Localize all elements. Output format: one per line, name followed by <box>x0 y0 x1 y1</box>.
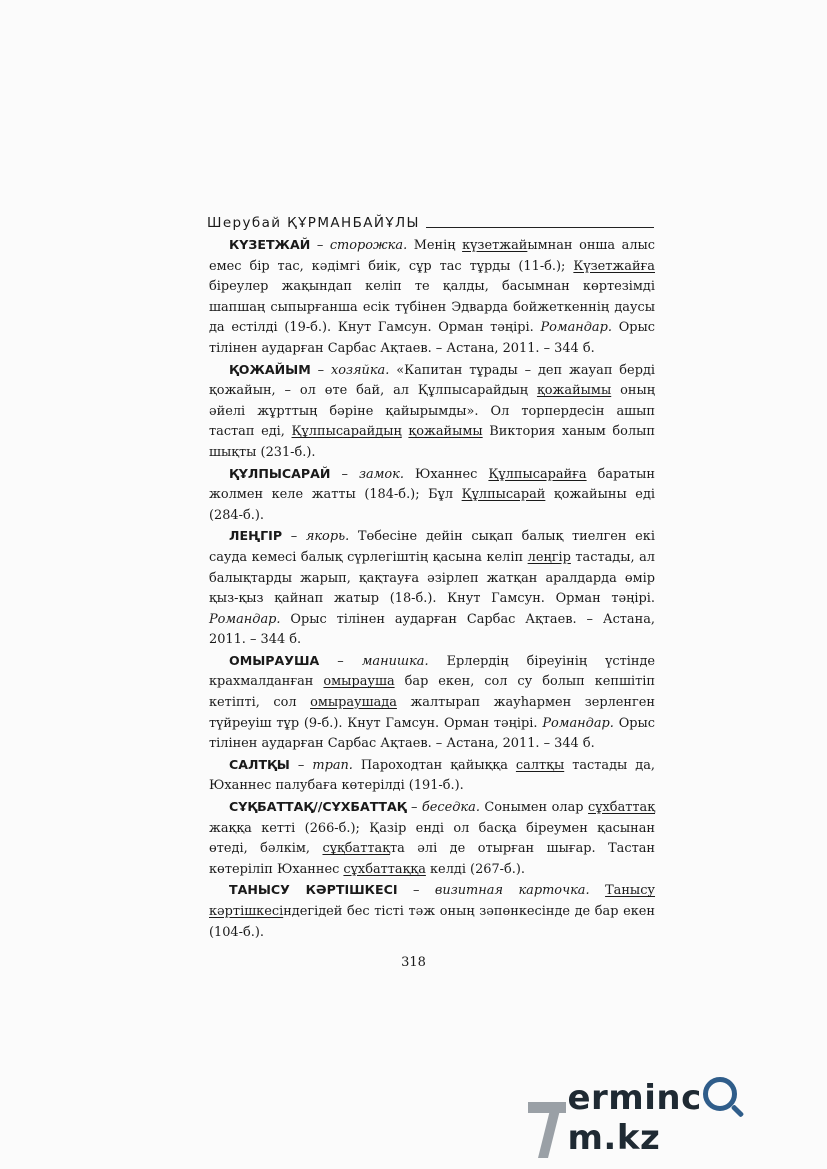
underlined-term: Құлпысарайдың <box>291 424 402 440</box>
underlined-term: күзетжай <box>462 238 528 253</box>
entry-text: Юханнес <box>403 466 489 482</box>
entry-lengir: ЛЕҢГІР – якорь. Төбесіне дейін сықап балық тиелген екі сауда кемесі балық сүрлегіштің қасына келіп леңгір тастады, ал балықтарды жарып, қақтауға әзірлеп жатқан аралдарда өмір қыз-қыз қайнап жатыр (18-б.). Кнут Гамсун. Орман тәңірі. Романдар. Орыс тілінен аударған Сарбас Ақтаев. – Астана, 2011. – 344 б. <box>209 528 655 648</box>
entry-text: оның әйелі жұрттың бәріне қайырымды». Ол торпердесін ашып тастап еді, <box>209 383 655 440</box>
underlined-term: леңгір <box>527 549 571 565</box>
page-number: 318 <box>401 955 426 970</box>
entry-text: Орыс тілінен аударған Сарбас Ақтаев. – Астана, 2011. – 344 б. <box>209 611 655 648</box>
headword: ҚҰЛПЫСАРАЙ <box>229 465 331 481</box>
underlined-term: Құлпысарайға <box>488 466 587 482</box>
entry-text: Төбесіне дейін сықап балық тиелген екі сауда кемесі балық сүрлегіштің қасына келіп <box>209 529 655 565</box>
entry-omyrausha: ОМЫРАУША – манишка. Ерлердің біреуінің үстінде крахмалданған омырауша бар екен, сол су болып кепшітіп кетіпті, сол омыраушада жалтырап жауһармен зерленген түйреуіш тұр (9-б.). Кнут Гамсун. Орман тәңірі. Романдар. Орыс тілінен аударған Сарбас Ақтаев. – Астана, 2011. – 344 б. <box>209 652 656 752</box>
entry-text: ндегідей бес тісті тәж оның зәпөнкесінде де бар екен (104-б.). <box>209 904 655 940</box>
dictionary-entries <box>209 235 655 943</box>
underlined-term: қожайымы <box>536 383 612 399</box>
underlined-term: Құлпысарай <box>461 487 546 503</box>
translation: беседка. <box>421 800 480 816</box>
entry-text: та әлі де отырған шығар. Тастан көтеріліп Юханнес <box>209 841 655 877</box>
entry-text: Орыс тілінен аударған Сарбас Ақтаев. – Астана, 2011. – 344 б. <box>209 320 655 356</box>
underlined-term: омырауша <box>323 674 395 690</box>
logo-text-b: m.kz <box>567 1118 661 1158</box>
source-genre: Романдар. <box>540 320 612 336</box>
entry-text: қожайыны еді (284-б.). <box>209 487 655 523</box>
entry-text: Ерлердің біреуінің үстінде крахмалданған <box>209 653 656 690</box>
headword: КҮЗЕТЖАЙ <box>229 237 311 252</box>
headword: СҰҚБАТТАҚ//СҰХБАТТАҚ <box>229 799 407 815</box>
entry-saltky: САЛТҚЫ – трап. Пароходтан қайыққа салтқы тастады да, Юханнес палубаға көтерілді (191-б.). <box>209 756 656 794</box>
entry-text: Пароходтан қайыққа <box>352 757 516 773</box>
underlined-term: сұқбаттақ <box>322 841 391 857</box>
entry-text <box>590 883 605 898</box>
entry-text: Менің <box>407 238 463 253</box>
entry-sukhbattak: СҰҚБАТТАҚ//СҰХБАТТАҚ – беседка. Сонымен олар сұхбаттақ жаққа кетті (266-б.); Қазір енді ол басқа біреумен қасынан өтеді, бәлкім, сұқбаттақта әлі де отырған шығар. Тастан көтеріліп Юханнес сұхбаттаққа келді (267-б.). <box>209 799 656 877</box>
entry-kuzetzhai: КҮЗЕТЖАЙ – сторожка. Менің күзетжайымнан онша алыс емес бір тас, кәдімгі биік, сұр тас тұрды (11-б.); Күзетжайға біреулер жақындап келіп те қалды, басымнан көртезімді шапшаң сыпырғанша есік түбінен Эдварда бойжеткеннің даусы да естілді (19-б.). Кнут Гамсун. Орман тәңірі. Романдар. Орыс тілінен аударған Сарбас Ақтаев. – Астана, 2011. – 344 б. <box>209 237 655 356</box>
translation: манишка. <box>361 653 429 669</box>
translation: визитная карточка. <box>434 883 590 899</box>
underlined-term: омыраушада <box>310 695 397 711</box>
entry-text: ымнан онша алыс емес бір тас, кәдімгі биік, сұр тас тұрды (11-б.); <box>209 238 655 274</box>
translation: замок. <box>358 466 404 482</box>
entry-kozhaiym: ҚОЖАЙЫМ – хозяйка. «Капитан тұрады – деп жауап берді қожайын, – ол өте бай, ал Құлпысарайдың қожайымы оның әйелі жұрттың бәріне қайырымды». Ол торпердесін ашып тастап еді, Құлпысарайдың қожайымы Виктория ханым болып шықты (231-б.). <box>209 361 656 460</box>
entry-text: Виктория ханым болып шықты (231-б.). <box>209 424 655 460</box>
underlined-term: қожайымы <box>408 424 483 440</box>
entry-text: жалтырап жауһармен зерленген түйреуіш тұр (9-б.). Кнут Гамсун. Орман тәңірі. <box>209 695 656 731</box>
running-header <box>207 211 654 231</box>
entry-text: бар екен, сол су болып кепшітіп кетіпті, сол <box>209 674 655 711</box>
entry-text: тастады да, Юханнес палубаға көтерілді (191-б.). <box>209 757 656 794</box>
translation: трап. <box>312 757 353 773</box>
source-genre: Романдар. <box>542 715 614 731</box>
entry-text: біреулер жақындап келіп те қалды, басымнан көртезімді шапшаң сыпырғанша есік түбінен Эдварда бойжеткеннің даусы да естілді (19-б.). Кнут Гамсун. Орман тәңірі. <box>209 279 655 336</box>
logo-wordmark <box>567 1077 827 1158</box>
entry-text: Орыс тілінен аударған Сарбас Ақтаев. – Астана, 2011. – 344 б. <box>209 715 655 752</box>
entry-text: жаққа кетті (266-б.); Қазір енді ол басқа біреумен қасынан өтеді, бәлкім, <box>209 820 655 857</box>
translation: хозяйка. <box>330 362 390 378</box>
entry-text: «Капитан тұрады – деп жауап берді қожайын, – ол өте бай, ал Құлпысарайдың <box>209 362 656 399</box>
magnifier-icon <box>703 1077 737 1111</box>
entry-text: тастады, ал балықтарды жарып, қақтауға әзірлеп жатқан аралдарда өмір қыз-қыз қайнап жатыр (18-б.). Кнут Гамсун. Орман тәңірі. <box>209 549 655 607</box>
underlined-term: сұхбаттаққа <box>343 861 426 877</box>
author-name: Шерубай ҚҰРМАНБАЙҰЛЫ <box>207 215 420 231</box>
logo-t-mark <box>528 1102 565 1158</box>
entry-text: келді (267-б.). <box>425 861 526 877</box>
underlined-term: сұхбаттақ <box>588 800 656 816</box>
headword: САЛТҚЫ <box>229 756 290 772</box>
entry-tanysu-kartishkesi: ТАНЫСУ КӘРТІШКЕСІ – визитная карточка. Танысу кәртішкесіндегідей бес тісті тәж оның зәпөнкесінде де бар екен (104-б.). <box>209 882 656 940</box>
header-rule <box>426 227 654 228</box>
source-genre: Романдар. <box>209 611 281 627</box>
logo-text-a: erminc <box>567 1078 702 1118</box>
translation: сторожка. <box>329 238 408 253</box>
headword: ЛЕҢГІР <box>229 528 283 544</box>
entry-text: баратын жолмен келе жатты (184-б.); Бұл <box>209 466 656 503</box>
underlined-term: салтқы <box>515 757 565 773</box>
termincom-logo[interactable] <box>528 1078 827 1158</box>
headword: ТАНЫСУ КӘРТІШКЕСІ <box>229 882 398 898</box>
underlined-term: Күзетжайға <box>573 258 655 274</box>
entry-text: Сонымен олар <box>479 800 589 816</box>
entry-kulpysarai: ҚҰЛПЫСАРАЙ – замок. Юханнес Құлпысарайға баратын жолмен келе жатты (184-б.); Бұл Құлпысарай қожайыны еді (284-б.). <box>209 465 656 523</box>
translation: якорь. <box>305 529 350 545</box>
underlined-term: Танысу кәртішкесі <box>209 883 656 919</box>
headword: ОМЫРАУША <box>229 652 320 668</box>
headword: ҚОЖАЙЫМ <box>229 361 311 377</box>
